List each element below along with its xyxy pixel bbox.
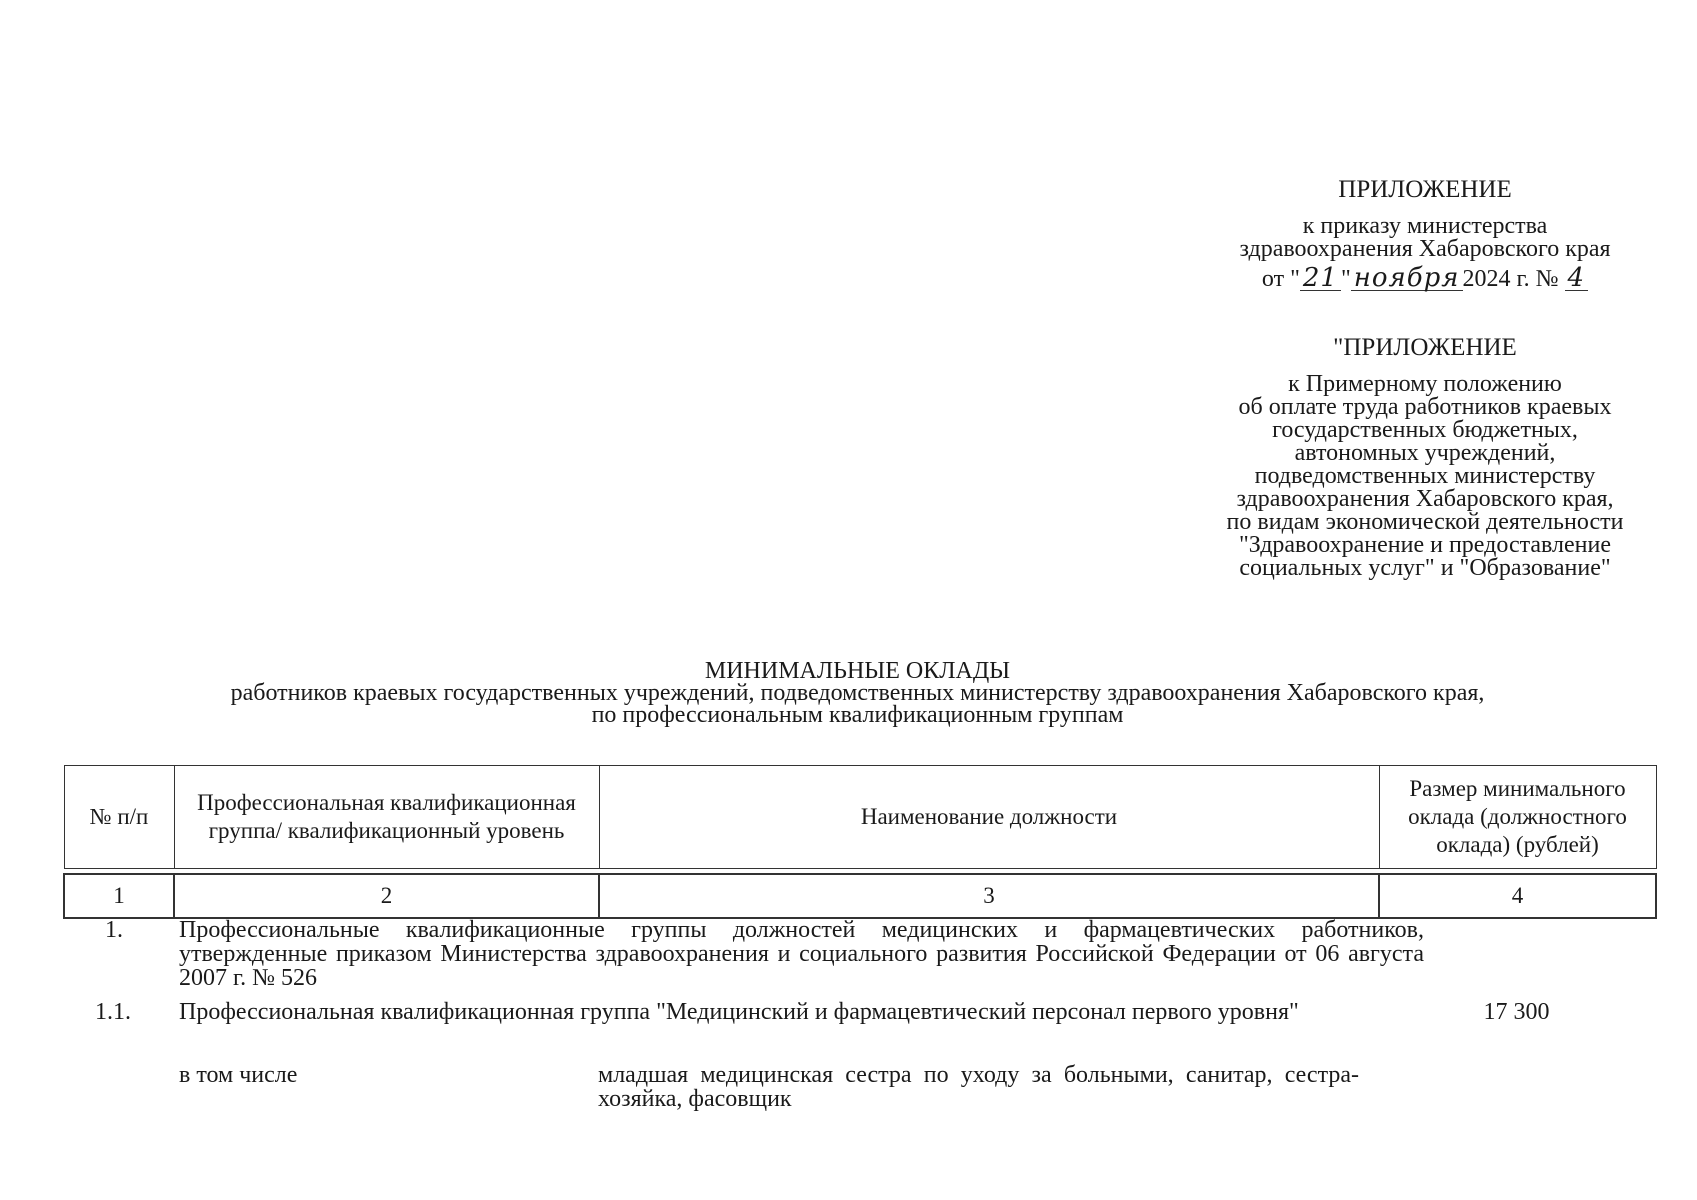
row-group-label: в том числе — [179, 1062, 298, 1088]
table-column-numbers-row — [64, 874, 1656, 918]
date-month: ноября — [1351, 267, 1463, 291]
appendix-line-2: здравоохранения Хабаровского края — [1239, 236, 1611, 262]
document-title-sub1: работников краевых государственных учреждений, подведомственных министерству здравоохранения Хабаровского края, — [230, 680, 1485, 706]
appendix2-line: об оплате труда работников краевых — [1238, 394, 1612, 420]
date-mid: " — [1340, 266, 1351, 292]
date-day: 21 — [1300, 267, 1341, 291]
appendix-line-1: к приказу министерства — [1302, 213, 1548, 239]
row-number: 1. — [105, 917, 123, 943]
appendix2-line: государственных бюджетных, — [1272, 417, 1578, 443]
appendix2-title: "ПРИЛОЖЕНИЕ — [1333, 334, 1517, 361]
date-year: 2024 г. № — [1462, 266, 1559, 292]
header-cell-salary: Размер минимального оклада (должностного оклада) (рублей) — [1379, 766, 1656, 869]
row-positions: младшая медицинская сестра по уходу за больными, санитар, сестра-хозяйка, фасовщик — [598, 1062, 1359, 1112]
appendix2-line: "Здравоохранение и предоставление — [1238, 532, 1612, 558]
appendix2-line: к Примерному положению — [1288, 371, 1562, 397]
header-cell-group: Профессиональная квалификационная группа/ квалификационный уровень — [174, 766, 599, 869]
appendix2-line: автономных учреждений, — [1294, 440, 1556, 466]
column-number-cell: 2 — [174, 874, 599, 918]
date-number: 4 — [1565, 267, 1589, 291]
header-cell-number: № п/п — [64, 766, 174, 869]
appendix2-block — [1205, 336, 1645, 580]
row-group-text: Профессиональная квалификационная группа "Медицинский и фармацевтический персонал первого уровня" — [179, 999, 1299, 1025]
appendix2-line: здравоохранения Хабаровского края, — [1236, 486, 1614, 512]
appendix-date — [1205, 263, 1645, 293]
appendix-block — [1205, 178, 1645, 291]
appendix-title: ПРИЛОЖЕНИЕ — [1338, 176, 1512, 203]
column-number-cell: 3 — [599, 874, 1379, 918]
column-number-cell: 1 — [64, 874, 174, 918]
appendix2-line: социальных услуг" и "Образование" — [1239, 555, 1611, 581]
date-prefix: от " — [1261, 266, 1300, 292]
table-header-row — [64, 766, 1656, 869]
header-cell-position: Наименование должности — [599, 766, 1379, 869]
document-title-sub2: по профессиональным квалификационным группам — [591, 702, 1124, 728]
row-group-text: Профессиональные квалификационные группы должностей медицинских и фармацевтических работников, утвержденные приказом Министерства здравоохранения и социального развития Российской Федерации от 06 августа 2007 г. № 526 — [179, 917, 1424, 991]
row-number: 1.1. — [95, 999, 131, 1025]
document-title-main: МИНИМАЛЬНЫЕ ОКЛАДЫ — [704, 658, 1011, 684]
appendix2-line: подведомственных министерству — [1254, 463, 1596, 489]
document-title — [60, 660, 1655, 726]
salary-table-header — [63, 765, 1657, 919]
column-number-cell: 4 — [1379, 874, 1656, 918]
row-salary: 17 300 — [1483, 999, 1550, 1025]
appendix2-line: по видам экономической деятельности — [1226, 509, 1624, 535]
